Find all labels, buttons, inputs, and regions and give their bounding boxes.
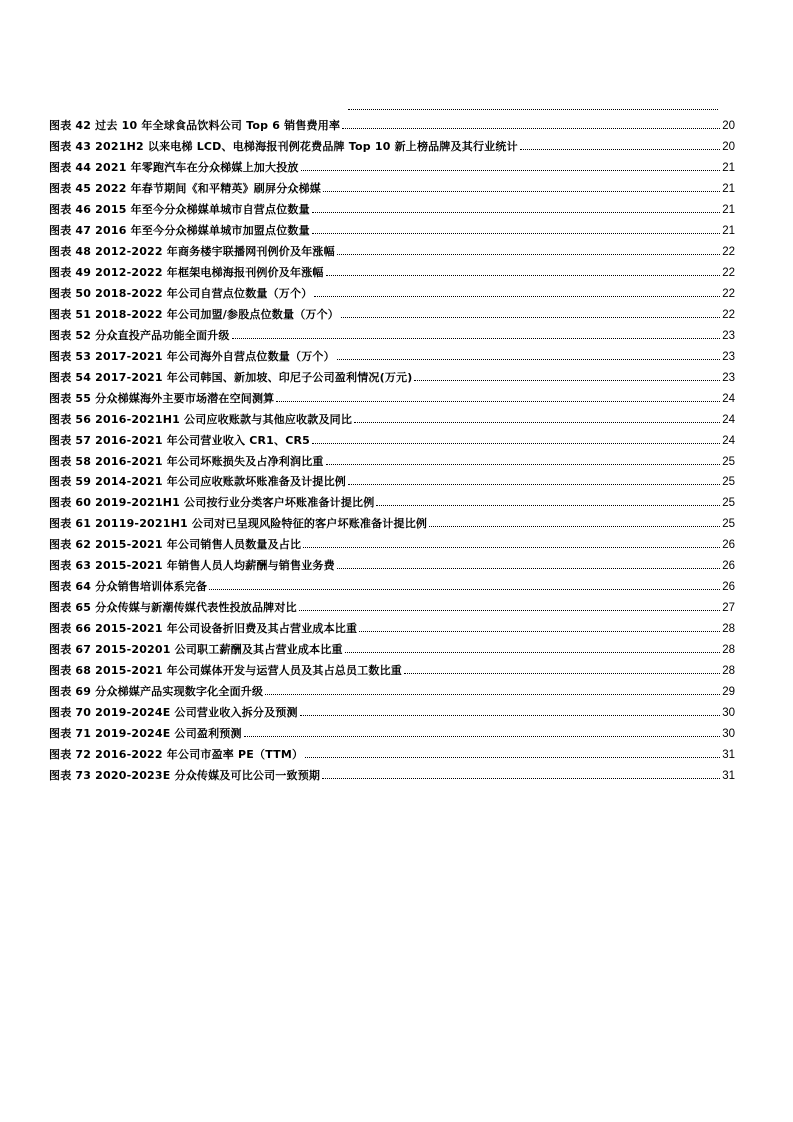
toc-entry[interactable]: [49, 243, 735, 264]
toc-entry-page-number: 22: [722, 287, 735, 300]
toc-entry-label: 图表 57 2016-2021 年公司营业收入 CR1、CR5: [49, 433, 311, 447]
toc-leader-dots: [312, 443, 720, 444]
toc-entry-label: 图表 54 2017-2021 年公司韩国、新加坡、印尼子公司盈利情况(万元): [49, 370, 413, 384]
toc-entry-label: 图表 69 分众梯媒产品实现数字化全面升级: [49, 685, 264, 699]
toc-entry-page-number: 24: [722, 434, 735, 447]
toc-entry-label: 图表 71 2019-2024E 公司盈利预测: [49, 727, 242, 741]
toc-leader-dots: [209, 589, 720, 590]
toc-entry[interactable]: [49, 222, 735, 243]
toc-entry[interactable]: [49, 348, 735, 369]
toc-entry-page-number: 26: [722, 560, 735, 573]
toc-entry-page-number: 25: [722, 518, 735, 531]
toc-entry-label: 图表 52 分众直投产品功能全面升级: [49, 328, 230, 342]
toc-leader-dots: [520, 149, 720, 150]
toc-entry-page-number: 30: [722, 707, 735, 720]
toc-leader-dots: [276, 401, 720, 402]
toc-leader-dots: [303, 547, 720, 548]
toc-entry-page-number: 26: [722, 581, 735, 594]
toc-leader-dots: [312, 233, 720, 234]
toc-entry[interactable]: [49, 494, 735, 515]
toc-entry-page-number: 22: [722, 308, 735, 321]
toc-entry[interactable]: [49, 453, 735, 474]
toc-entry[interactable]: [49, 536, 735, 557]
toc-entry-page-number: 20: [722, 140, 735, 153]
toc-entry-page-number: 20: [722, 120, 735, 132]
toc-entry[interactable]: [49, 390, 735, 411]
toc-leader-dots: [337, 254, 720, 255]
toc-entry-page-number: 31: [722, 749, 735, 762]
toc-entry-page-number: 31: [722, 770, 735, 783]
toc-entry-label: 图表 49 2012-2022 年框架电梯海报刊例价及年涨幅: [49, 265, 324, 279]
toc-leader-dots: [299, 610, 720, 611]
toc-entry-page-number: 21: [722, 182, 735, 195]
toc-entry-label: 图表 53 2017-2021 年公司海外自营点位数量（万个）: [49, 349, 335, 363]
toc-entry-label: 图表 44 2021 年零跑汽车在分众梯媒上加大投放: [49, 160, 299, 174]
toc-entry-page-number: 27: [722, 602, 735, 615]
toc-entry-label: 图表 43 2021H2 以来电梯 LCD、电梯海报刊例花费品牌 Top 10 新上榜品牌及其行业统计: [49, 139, 518, 153]
toc-entry-page-number: 30: [722, 728, 735, 741]
toc-entry[interactable]: [49, 578, 735, 599]
toc-entry-page-number: 29: [722, 686, 735, 699]
toc-entry-label: 图表 72 2016-2022 年公司市盈率 PE（TTM）: [49, 748, 304, 762]
toc-entry-label: 图表 47 2016 年至今分众梯媒单城市加盟点位数量: [49, 223, 310, 237]
toc-entry[interactable]: [49, 285, 735, 306]
toc-entry-label: 图表 62 2015-2021 年公司销售人员数量及占比: [49, 538, 302, 552]
toc-entry[interactable]: [49, 432, 735, 453]
toc-entry[interactable]: [49, 369, 735, 390]
toc-leader-dots: [337, 359, 720, 360]
toc-leader-dots: [345, 652, 721, 653]
toc-entry-label: 图表 65 分众传媒与新潮传媒代表性投放品牌对比: [49, 601, 297, 615]
toc-entry-label: 图表 60 2019-2021H1 公司按行业分类客户坏账准备计提比例: [49, 496, 375, 510]
toc-leader-dots: [414, 380, 720, 381]
toc-leader-dots: [312, 212, 720, 213]
toc-entry[interactable]: [49, 641, 735, 662]
toc-leader-dots: [354, 422, 720, 423]
toc-entry-label: 图表 68 2015-2021 年公司媒体开发与运营人员及其占总员工数比重: [49, 664, 402, 678]
toc-entry[interactable]: [49, 327, 735, 348]
toc-entry-label: 图表 58 2016-2021 年公司坏账损失及占净利润比重: [49, 454, 324, 468]
toc-entry-label: 图表 50 2018-2022 年公司自营点位数量（万个）: [49, 286, 313, 300]
table-of-figures: [49, 117, 735, 788]
toc-entry-label: 图表 48 2012-2022 年商务楼宇联播网刊例价及年涨幅: [49, 244, 335, 258]
toc-entry-label: 图表 63 2015-2021 年销售人员人均薪酬与销售业务费: [49, 559, 335, 573]
toc-entry-page-number: 25: [722, 497, 735, 510]
toc-entry-label: 图表 46 2015 年至今分众梯媒单城市自营点位数量: [49, 202, 310, 216]
toc-leader-dots: [232, 338, 721, 339]
toc-leader-dots: [429, 526, 720, 527]
toc-entry-label: 图表 51 2018-2022 年公司加盟/参股点位数量（万个）: [49, 307, 340, 321]
toc-leader-dots: [323, 191, 720, 192]
toc-entry[interactable]: [49, 159, 735, 180]
toc-entry[interactable]: [49, 201, 735, 222]
toc-entry-page-number: 21: [722, 224, 735, 237]
toc-entry-page-number: 28: [722, 665, 735, 678]
toc-entry-page-number: 24: [722, 392, 735, 405]
toc-entry[interactable]: [49, 620, 735, 641]
toc-leader-dots: [359, 631, 720, 632]
toc-entry[interactable]: [49, 725, 735, 746]
toc-entry-page-number: 22: [722, 245, 735, 258]
toc-entry[interactable]: [49, 138, 735, 159]
toc-entry-label: 图表 56 2016-2021H1 公司应收账款与其他应收款及同比: [49, 412, 353, 426]
toc-entry-page-number: 21: [722, 161, 735, 174]
toc-leader-dots: [342, 128, 720, 129]
toc-leader-dots: [376, 505, 720, 506]
toc-entry[interactable]: [49, 264, 735, 285]
toc-entry[interactable]: [49, 473, 735, 494]
toc-entry-page-number: 28: [722, 623, 735, 636]
toc-entry-page-number: 23: [722, 350, 735, 363]
toc-entry-label: 图表 59 2014-2021 年公司应收账款坏账准备及计提比例: [49, 475, 346, 489]
toc-entry-label: 图表 45 2022 年春节期间《和平精英》刷屏分众梯媒: [49, 181, 322, 195]
toc-leader-dots: [322, 778, 720, 779]
toc-leader-dots: [300, 715, 720, 716]
toc-entry-label: 图表 61 20119-2021H1 公司对已呈现风险特征的客户坏账准备计提比例: [49, 517, 428, 531]
toc-entry-page-number: 25: [722, 476, 735, 489]
toc-leader-dots: [305, 757, 720, 758]
toc-entry[interactable]: [49, 662, 735, 683]
toc-leader-dots: [341, 317, 720, 318]
toc-entry-page-number: 25: [722, 455, 735, 468]
toc-entry[interactable]: [49, 599, 735, 620]
toc-leader-dots: [337, 568, 720, 569]
toc-entry-page-number: 23: [722, 329, 735, 342]
top-leader-dots: [348, 103, 718, 110]
toc-entry-label: 图表 70 2019-2024E 公司营业收入拆分及预测: [49, 706, 298, 720]
toc-leader-dots: [404, 673, 720, 674]
toc-leader-dots: [326, 275, 721, 276]
toc-leader-dots: [301, 170, 721, 171]
toc-entry-label: 图表 73 2020-2023E 分众传媒及可比公司一致预期: [49, 769, 321, 783]
toc-entry[interactable]: [49, 411, 735, 432]
toc-entry[interactable]: [49, 117, 735, 138]
toc-leader-dots: [314, 296, 720, 297]
toc-leader-dots: [348, 484, 720, 485]
toc-entry[interactable]: [49, 515, 735, 536]
toc-entry-page-number: 23: [722, 371, 735, 384]
toc-entry-label: 图表 42 过去 10 年全球食品饮料公司 Top 6 销售费用率: [49, 119, 341, 132]
toc-entry[interactable]: [49, 557, 735, 578]
toc-entry-page-number: 24: [722, 413, 735, 426]
toc-entry[interactable]: [49, 306, 735, 327]
toc-leader-dots: [326, 464, 721, 465]
toc-entry[interactable]: [49, 683, 735, 704]
toc-entry-label: 图表 66 2015-2021 年公司设备折旧费及其占营业成本比重: [49, 622, 358, 636]
toc-entry-label: 图表 55 分众梯媒海外主要市场潜在空间测算: [49, 391, 275, 405]
toc-entry-label: 图表 64 分众销售培训体系完备: [49, 580, 208, 594]
toc-entry[interactable]: [49, 767, 735, 788]
toc-entry-label: 图表 67 2015-20201 公司职工薪酬及其占营业成本比重: [49, 643, 343, 657]
toc-leader-dots: [265, 694, 720, 695]
toc-entry-page-number: 22: [722, 266, 735, 279]
toc-entry[interactable]: [49, 704, 735, 725]
toc-entry-page-number: 28: [722, 644, 735, 657]
toc-entry[interactable]: [49, 746, 735, 767]
toc-entry[interactable]: [49, 180, 735, 201]
toc-entry-page-number: 21: [722, 203, 735, 216]
toc-leader-dots: [244, 736, 720, 737]
toc-entry-page-number: 26: [722, 539, 735, 552]
